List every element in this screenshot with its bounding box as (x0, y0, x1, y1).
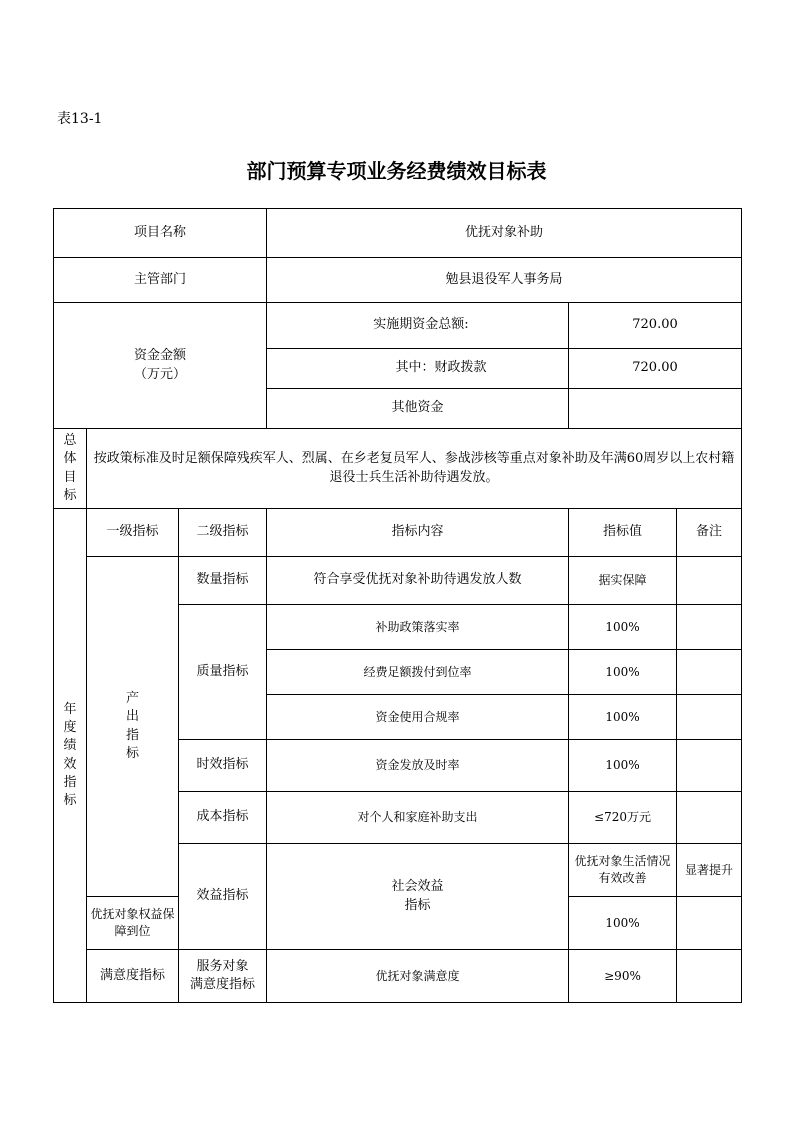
funds-fiscal-label: 其中：财政拨款 (267, 349, 569, 389)
annual-indicators-label: 年度绩效指标 (54, 509, 87, 1003)
funds-other-value (569, 389, 742, 429)
header-value: 指标值 (569, 509, 677, 557)
quality-note (677, 605, 742, 650)
header-note: 备注 (677, 509, 742, 557)
timeliness-content: 资金发放及时率 (267, 740, 569, 792)
quality-content: 经费足额拨付到位率 (267, 650, 569, 695)
satisfaction-sub-label-line2: 满意度指标 (189, 977, 255, 992)
satisfaction-row (54, 950, 742, 1003)
quality-value: 100% (569, 605, 677, 650)
funds-fiscal-value: 720.00 (569, 349, 742, 389)
satisfaction-indicator-label: 满意度指标 (87, 950, 179, 1003)
cost-content: 对个人和家庭补助支出 (267, 792, 569, 844)
quality-value: 100% (569, 650, 677, 695)
header-content: 指标内容 (267, 509, 569, 557)
department-row (54, 258, 742, 303)
overall-goal-row (54, 429, 742, 509)
cost-value: ≤720万元 (569, 792, 677, 844)
quantity-value: 据实保障 (569, 557, 677, 605)
benefit-value: 显著提升 (677, 844, 742, 897)
project-name-value: 优抚对象补助 (267, 209, 742, 258)
funds-other-label: 其他资金 (267, 389, 569, 429)
quality-content: 补助政策落实率 (267, 605, 569, 650)
department-label: 主管部门 (54, 258, 267, 303)
quality-label: 质量指标 (179, 605, 267, 740)
quantity-label: 数量指标 (179, 557, 267, 605)
benefit-value: 100% (569, 897, 677, 950)
satisfaction-sub-label-line1: 服务对象 (196, 958, 249, 974)
header-level2: 二级指标 (179, 509, 267, 557)
project-name-row (54, 209, 742, 258)
quality-note (677, 650, 742, 695)
benefit-note (677, 897, 742, 950)
social-benefit-label: 社会效益指标 (267, 844, 569, 950)
benefit-indicator-label: 效益指标 (179, 844, 267, 950)
satisfaction-value: ≥90% (569, 950, 677, 1003)
quality-value: 100% (569, 695, 677, 740)
funds-total-label: 实施期资金总额: (267, 303, 569, 349)
funds-label (54, 303, 267, 429)
overall-goal-text: 按政策标准及时足额保障残疾军人、烈属、在乡老复员军人、参战涉核等重点对象补助及年满60周岁以上农村籍退役士兵生活补助待遇发放。 (87, 429, 742, 509)
cost-note (677, 792, 742, 844)
satisfaction-content: 优抚对象满意度 (267, 950, 569, 1003)
output-indicator-label: 产出指标 (87, 557, 179, 897)
timeliness-value: 100% (569, 740, 677, 792)
table-number: 表13-1 (57, 111, 103, 127)
quantity-note (677, 557, 742, 605)
quality-content: 资金使用合规率 (267, 695, 569, 740)
quantity-content: 符合享受优抚对象补助待遇发放人数 (267, 557, 569, 605)
satisfaction-note (677, 950, 742, 1003)
funds-total-row (54, 303, 742, 349)
timeliness-note (677, 740, 742, 792)
quality-note (677, 695, 742, 740)
indicator-header-row (54, 509, 742, 557)
overall-goal-label: 总体目标 (54, 429, 87, 509)
cost-label: 成本指标 (179, 792, 267, 844)
funds-label-line1: 资金金额 (133, 348, 186, 364)
quantity-row (54, 557, 742, 605)
satisfaction-sub-label (179, 950, 267, 1003)
department-value: 勉县退役军人事务局 (267, 258, 742, 303)
header-level1: 一级指标 (87, 509, 179, 557)
performance-target-table (53, 208, 742, 1003)
benefit-content: 优抚对象生活情况有效改善 (569, 844, 677, 897)
project-name-label: 项目名称 (54, 209, 267, 258)
funds-total-value: 720.00 (569, 303, 742, 349)
funds-label-line2: （万元） (133, 366, 186, 382)
benefit-content: 优抚对象权益保障到位 (87, 897, 179, 950)
timeliness-label: 时效指标 (179, 740, 267, 792)
page-title: 部门预算专项业务经费绩效目标表 (246, 159, 547, 183)
